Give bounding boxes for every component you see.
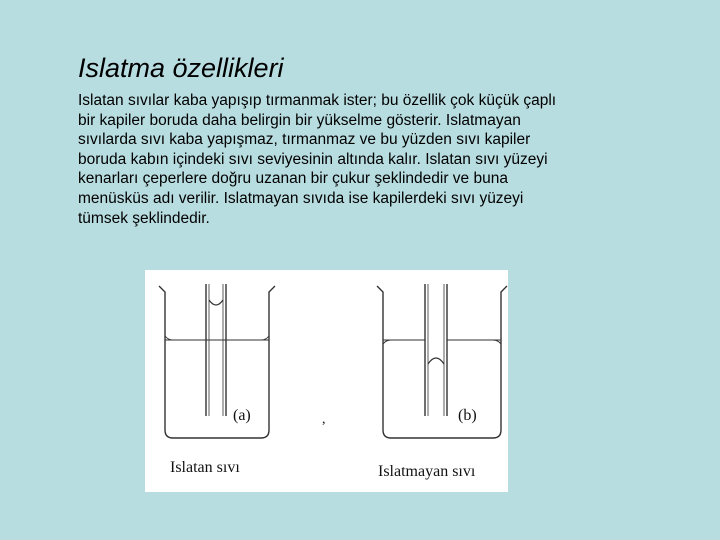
beaker-b-meniscus-edges — [383, 340, 501, 344]
beaker-a-outline — [159, 286, 275, 438]
caption-wetting-liquid: Islatan sıvı — [170, 459, 240, 476]
slide-title: Islatma özellikleri — [78, 53, 284, 83]
slide-body-text: Islatan sıvılar kaba yapışıp tırmanmak ister; bu özellik çok küçük çaplı bir kapiler boruda daha belirgin bir yükselme gösterir. Islatmayan sıvılarda sıvı kaba yapışmaz, tırmanmaz ve bu yüzden sıvı kapiler boruda kabın içindeki sıvı seviyesinin altında kalır. Islatan sıvı yüzeyi kenarları çeperlere doğru uzanan bir çukur şeklindedir ve buna menüsküs adı verilir. Islatmayan sıvıda ise kapilerdeki sıvı yüzeyi tümsek şeklindedir. — [78, 92, 557, 227]
label-b: (b) — [458, 407, 477, 424]
beaker-a-meniscus-edges — [165, 336, 269, 340]
separator-comma: , — [322, 412, 326, 427]
capillary-figure — [145, 270, 508, 492]
label-a: (a) — [233, 407, 251, 424]
tube-a-concave-meniscus — [209, 300, 223, 305]
caption-non-wetting-liquid: Islatmayan sıvı — [378, 463, 476, 480]
tube-b-convex-meniscus — [428, 358, 444, 364]
